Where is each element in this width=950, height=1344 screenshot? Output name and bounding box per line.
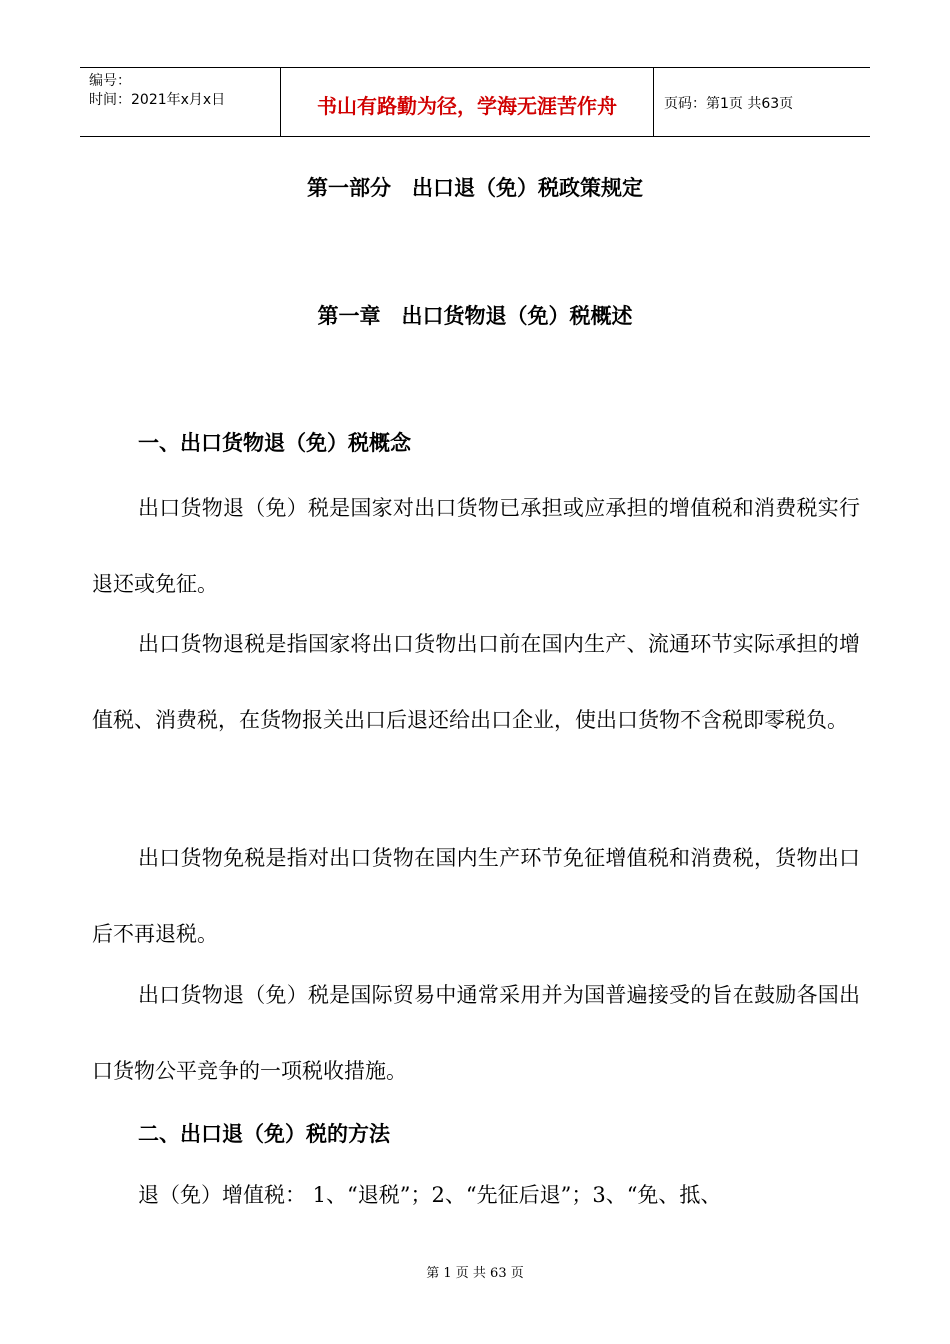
paragraph: 出口货物退（免）税是国际贸易中通常采用并为国普遍接受的旨在鼓励各国出口货物公平竞争的一项税收措施。: [92, 983, 860, 1083]
section-heading: 一、出口货物退（免）税概念: [138, 430, 411, 455]
document-header: [80, 67, 870, 137]
paragraph: 出口货物免税是指对出口货物在国内生产环节免征增值税和消费税，货物出口后不再退税。: [92, 846, 860, 946]
paragraph: 出口货物退税是指国家将出口货物出口前在国内生产、流通环节实际承担的增值税、消费税，在货物报关出口后退还给出口企业，使出口货物不含税即零税负。: [92, 632, 860, 732]
document-number-label: 编号：: [89, 73, 131, 89]
header-motto: 书山有路勤为径，学海无涯苦作舟: [281, 68, 654, 136]
paragraph: 退（免）增值税： 1、“退税”；2、“先征后退”；3、“免、抵、: [138, 1183, 722, 1207]
header-meta-cell: [80, 68, 281, 136]
header-page-info: 页码：第1页 共63页: [664, 96, 794, 112]
paragraph: 出口货物退（免）税是国家对出口货物已承担或应承担的增值税和消费税实行退还或免征。: [92, 496, 860, 596]
section-heading: 二、出口退（免）税的方法: [138, 1121, 390, 1146]
page-footer: 第 1 页 共 63 页: [426, 1266, 524, 1281]
part-title: 第一部分 出口退（免）税政策规定: [307, 175, 643, 200]
chapter-title: 第一章 出口货物退（免）税概述: [317, 303, 633, 328]
document-date-label: 时间：2021年x月x日: [89, 92, 226, 108]
